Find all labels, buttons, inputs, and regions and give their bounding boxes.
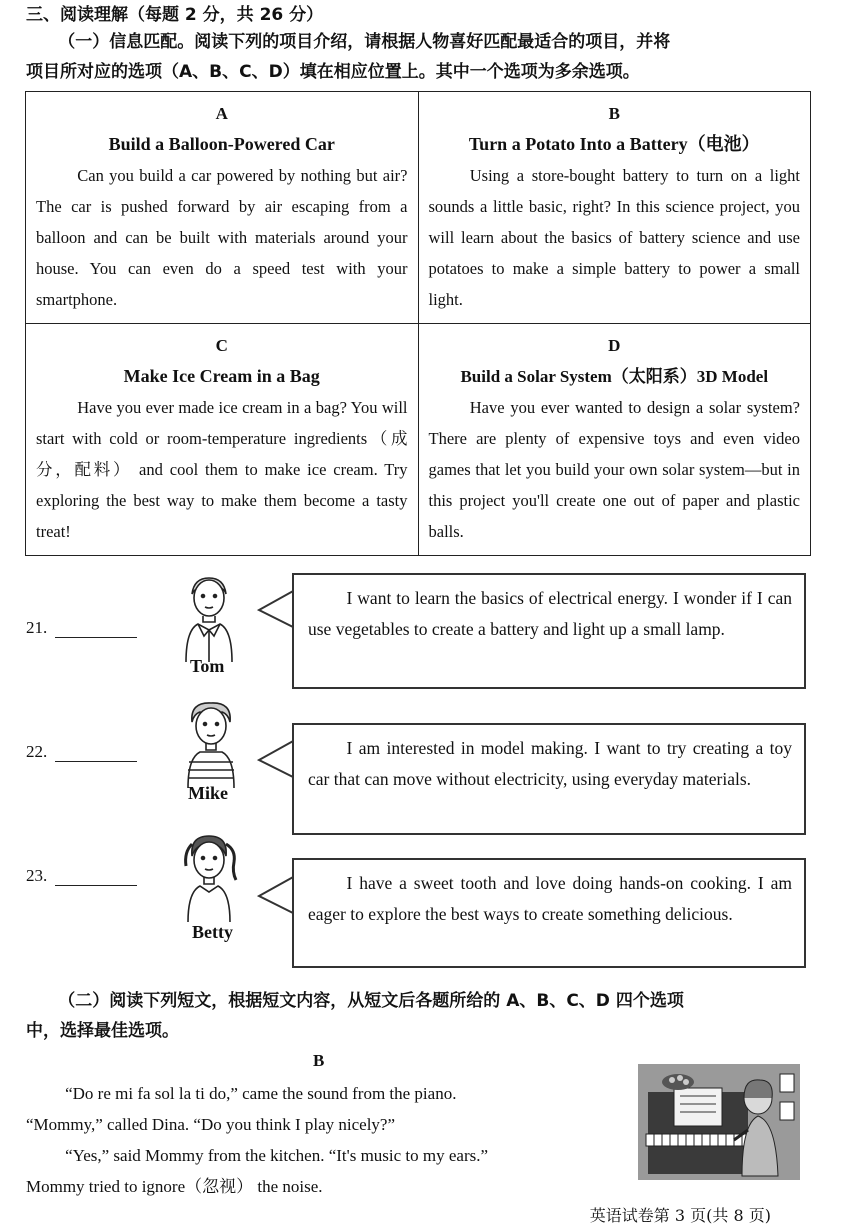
speech-bubble-tail [257,588,297,632]
passage-line: “Yes,” said Mommy from the kitchen. “It's music to my ears.” [65,1146,489,1165]
project-description: Have you ever wanted to design a solar system? There are plenty of expensive toys and even video games that let you build your own solar system—but in this project you'll create one out of paper and plastic balls. [428,398,800,541]
projects-table [25,91,811,556]
character-name: Mike [188,783,228,803]
project-cell-b [418,92,811,324]
passage-line: “Mommy,” called Dina. “Do you think I play nicely?” [26,1115,396,1134]
answer-blank-23[interactable] [55,867,137,886]
project-title: Turn a Potato Into a Battery（电池） [468,134,760,154]
project-description: Using a store-bought battery to turn on a light sounds a little basic, right? In this science project, you will learn about the basics of battery science and use potatoes to make a simple battery to power a small light. [428,166,800,309]
part1-instruction-line1: （一）信息匹配。阅读下列的项目介绍，请根据人物喜好匹配最适合的项目，并将 [58,32,671,52]
project-cell-c [26,324,419,556]
question-number: 21. [26,618,48,637]
project-letter: B [608,104,620,123]
character-name: Betty [192,922,233,942]
speech-bubble-tail [257,874,297,918]
girl-at-piano-illustration [638,1064,800,1180]
part1-instruction-line2: 项目所对应的选项（A、B、C、D）填在相应位置上。其中一个选项为多余选项。 [26,62,640,82]
girl-betty-illustration [176,832,242,924]
passage-line: Mommy tried to ignore（忽视） the noise. [26,1177,323,1196]
project-letter: C [215,336,228,355]
passage-text [26,1078,616,1202]
speech-bubble: I want to learn the basics of electrical energy. I wonder if I can use vegetables to create a battery and light up a small lamp. [292,573,806,689]
project-title: Make Ice Cream in a Bag [123,366,320,386]
project-letter: A [215,104,228,123]
section-heading: 三、阅读理解（每题 2 分，共 26 分） [26,5,324,25]
question-number: 23. [26,866,48,885]
part2-instruction-line2: 中，选择最佳选项。 [26,1021,179,1041]
speech-bubble: I am interested in model making. I want to try creating a toy car that can move without electricity, using everyday materials. [292,723,806,835]
question-number: 22. [26,742,48,761]
question-22 [26,742,137,762]
part2-instruction-line1: （二）阅读下列短文，根据短文内容，从短文后各题所给的 A、B、C、D 四个选项 [58,991,684,1011]
part2-instructions [26,986,826,1046]
boy-mike-illustration [178,700,242,790]
passage-letter: B [313,1051,325,1070]
character-name: Tom [190,656,225,676]
project-title: Build a Solar System（太阳系）3D Model [460,367,769,386]
speech-bubble-tail [257,738,297,782]
project-description: Can you build a car powered by nothing but air? The car is pushed forward by air escaping from a balloon and can be built with materials around your house. You can even do a speed test with your smartphone. [36,166,408,309]
question-23 [26,866,137,886]
project-cell-d [418,324,811,556]
project-letter: D [608,336,621,355]
speech-bubble: I have a sweet tooth and love doing hands-on cooking. I am eager to explore the best ways to create something delicious. [292,858,806,968]
boy-tom-illustration [176,574,240,664]
part1-instructions [26,27,826,87]
passage-line: “Do re mi fa sol la ti do,” came the sound from the piano. [65,1084,457,1103]
answer-blank-21[interactable] [55,619,137,638]
project-description: Have you ever made ice cream in a bag? You will start with cold or room-temperature ingredients（成分，配料） and cool them to make ice cream. Try exploring the best way to make them become a tasty treat! [36,398,408,541]
question-21 [26,618,137,638]
page-footer: 英语试卷第 3 页(共 8 页) [589,1206,771,1225]
project-title: Build a Balloon-Powered Car [108,134,335,154]
project-cell-a [26,92,419,324]
answer-blank-22[interactable] [55,743,137,762]
